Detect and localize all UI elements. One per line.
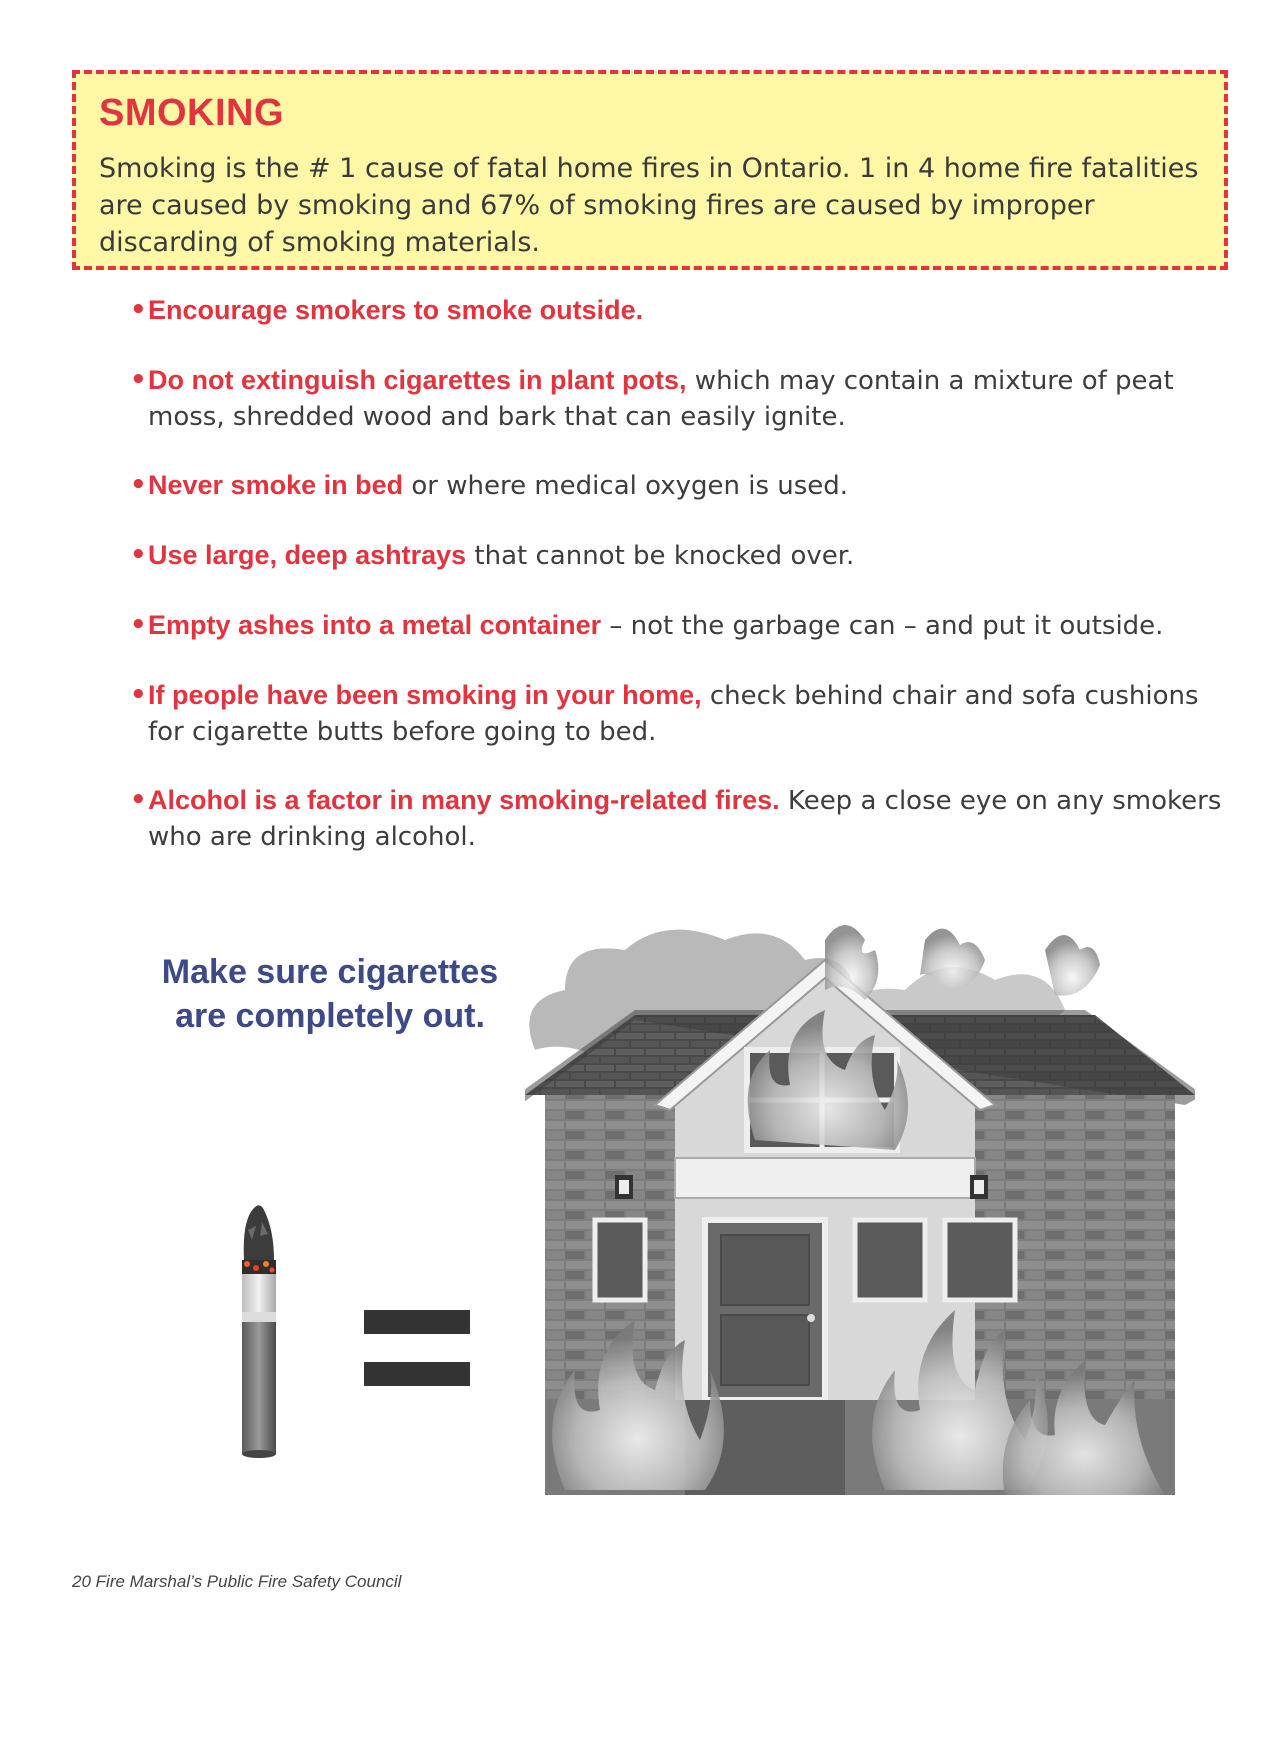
tip-item — [132, 537, 1232, 574]
tip-text: or where medical oxygen is used. — [403, 471, 849, 501]
bullet-icon: • — [130, 295, 147, 325]
tip-text: that cannot be knocked over. — [466, 541, 855, 571]
tip-item — [132, 362, 1232, 435]
bullet-icon: • — [130, 785, 147, 815]
tip-lead: If people have been smoking in your home, — [148, 680, 702, 710]
bullet-icon: • — [130, 365, 147, 395]
tip-item — [132, 292, 1232, 329]
tip-text: which may contain a mixture of peat moss, shredded wood and bark that can easily ignite. — [148, 366, 1174, 432]
tip-text: Keep a close eye on any smokers who are drinking alcohol. — [148, 786, 1222, 852]
tip-item — [132, 607, 1232, 644]
publisher-name: Fire Marshal’s Public Fire Safety Council — [95, 1572, 402, 1591]
safety-tips-list — [132, 292, 1232, 855]
burning-house-icon — [525, 920, 1195, 1520]
smoking-callout-box — [72, 70, 1228, 270]
bullet-icon: • — [130, 470, 147, 500]
tip-lead: Do not extinguish cigarettes in plant pots, — [148, 365, 687, 395]
tip-lead: Empty ashes into a metal container — [148, 610, 602, 640]
tip-text: – not the garbage can – and put it outside. — [601, 611, 1164, 641]
illustration-heading — [130, 950, 530, 1038]
tip-lead: Alcohol is a factor in many smoking-related fires. — [148, 785, 780, 815]
page-footer — [72, 1572, 401, 1592]
equals-icon — [364, 1310, 470, 1386]
tip-lead: Never smoke in bed — [148, 470, 404, 500]
page-number: 20 — [72, 1572, 91, 1591]
tip-item — [132, 467, 1232, 504]
illustration-heading-line2: are completely out. — [175, 997, 485, 1035]
tip-item — [132, 782, 1232, 855]
illustration-heading-line1: Make sure cigarettes — [161, 953, 499, 991]
bullet-icon: • — [130, 610, 147, 640]
cigarette-icon — [230, 1200, 290, 1460]
tip-item — [132, 677, 1232, 750]
tip-text: check behind chair and sofa cushions for cigarette butts before going to bed. — [148, 681, 1199, 747]
callout-body: Smoking is the # 1 cause of fatal home fires in Ontario. 1 in 4 home fire fatalities are caused by smoking and 67% of smoking fires are caused by improper discarding of smoking materials. — [99, 153, 1199, 258]
bullet-icon: • — [130, 540, 147, 570]
callout-title: SMOKING — [99, 92, 285, 134]
tip-lead: Encourage smokers to smoke outside. — [148, 295, 644, 325]
tip-lead: Use large, deep ashtrays — [148, 540, 467, 570]
bullet-icon: • — [130, 680, 147, 710]
